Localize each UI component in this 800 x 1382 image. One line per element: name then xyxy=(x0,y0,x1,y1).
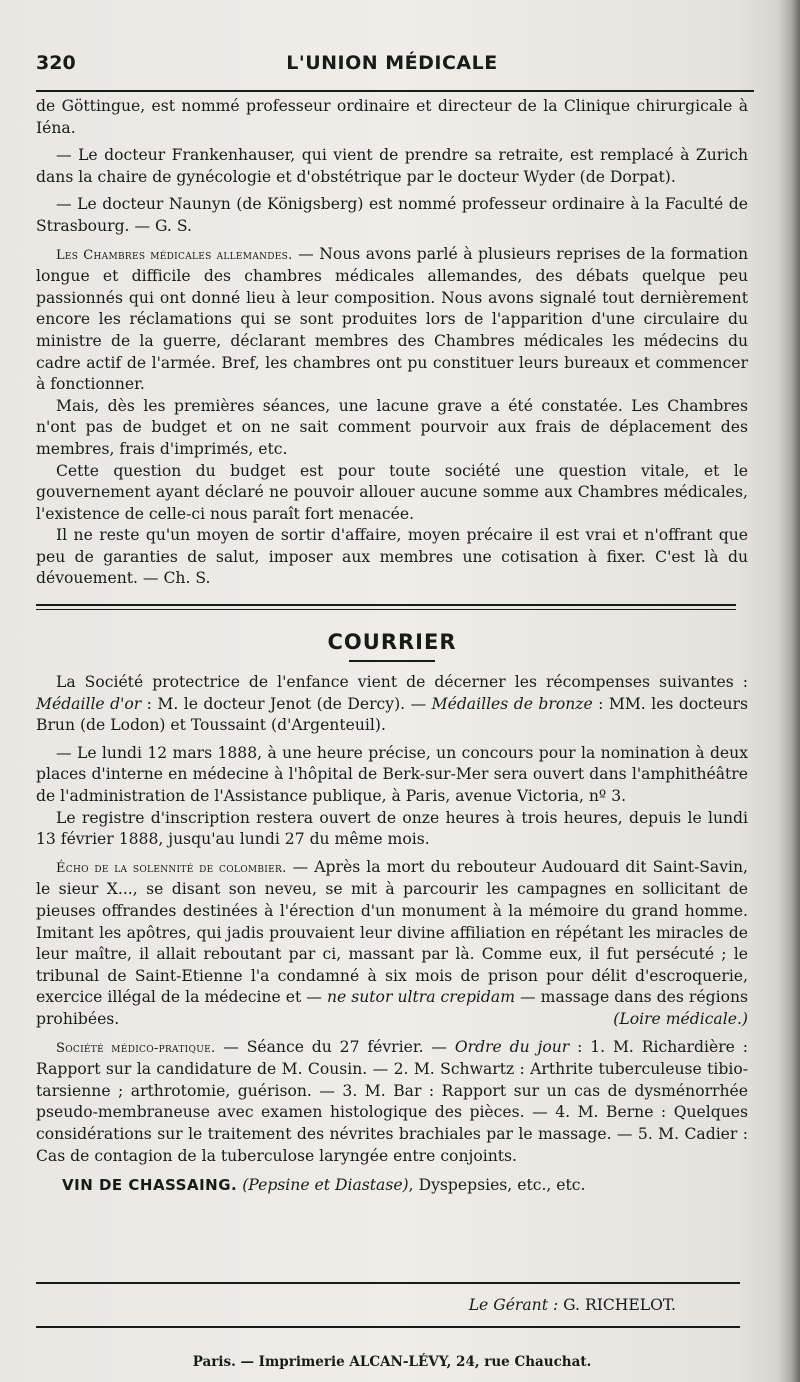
echo-text: — Après la mort du rebouteur Audouard dit Saint-Savin, le sieur X..., se disant son neveu, se mit à parcourir les campagnes en sollicitant de pieuses offrandes destinées à l'érection d'un monument à la mémoire du grand homme. Imitant les apôtres, qui jadis prouvaient leur divine affiliation en répétant les miracles de leur maître, il allait reboutant par ci, massant par là. Comme eux, il fut persécuté ; le tribunal de Saint-Etienne l'a condamné à six mois de prison pour délit d'escroquerie, exercice illégal de la médecine et — xyxy=(36,857,749,1007)
main-text xyxy=(36,96,748,1197)
echo-source-text: (Loire médicale.) xyxy=(613,1009,748,1028)
chambres-paragraph-1 xyxy=(36,244,748,396)
courrier-title-underline xyxy=(349,660,435,662)
echo-latin-quote: ne sutor ultra crepidam xyxy=(326,988,515,1007)
section-double-rule-top xyxy=(36,604,736,606)
advert-name: VIN DE CHASSAING. xyxy=(62,1176,238,1195)
echo-source xyxy=(593,1009,748,1031)
societe-heading: Société médico-pratique. xyxy=(56,1040,216,1056)
page-number: 320 xyxy=(36,52,76,74)
gerant-name: G. RICHELOT. xyxy=(558,1296,676,1314)
chambres-paragraph-2: Mais, dès les premières séances, une lacune grave a été constatée. Les Chambres n'ont pas de budget et on ne sait comment pourvoir aux frais de déplacement des membres, frais d'imprimés, etc. xyxy=(36,396,748,458)
advert-line xyxy=(36,1175,748,1197)
chambres-paragraph-4: Il ne reste qu'un moyen de sortir d'affaire, moyen précaire il est vrai et n'offrant que peu de garanties de salut, imposer aux membres une cotisation à fixer. C'est là du dévouement. — Ch. S. xyxy=(36,526,748,588)
courrier-paragraph-2: — Le lundi 12 mars 1888, à une heure précise, un concours pour la nomination à deux places d'interne en médecine à l'hôpital de Berk-sur-Mer sera ouvert dans l'amphithéâtre de l'administration de l'Assistance publique, à Paris, avenue Victoria, nº 3. xyxy=(36,743,748,806)
advert-detail: (Pepsine et Diastase) xyxy=(242,1176,409,1195)
imprimerie-line: Paris. — Imprimerie ALCAN-LÉVY, 24, rue Chauchat. xyxy=(192,1354,592,1370)
advert-rest: , Dyspepsies, etc., etc. xyxy=(408,1176,586,1195)
section-double-rule-bottom xyxy=(36,609,736,610)
societe-paragraph xyxy=(36,1037,748,1168)
courrier-p1-text-a: La Société protectrice de l'enfance vient de décerner les récompenses suivantes : xyxy=(56,673,748,692)
medailles-bronze-label: Médailles de bronze xyxy=(431,694,593,713)
page-binding-shadow xyxy=(778,0,800,1382)
courrier-p1-text-c: : MM. les docteurs Brun (de Lodon) et Toussaint (d'Argenteuil). xyxy=(36,694,748,735)
page-header xyxy=(36,52,748,82)
chambres-paragraph-1-text: — Nous avons parlé à plusieurs reprises de la formation longue et difficile des chambres médicales allemandes, des débats quelque peu passionnés qui ont donné lieu à leur composition. Nous avons signalé tout dernièrement encore les réclamations qui se sont produites lors de l'apparition d'une circulaire du ministre de la guerre, déclarant membres des Chambres médicales les médecins du cadre actif de l'armée. Bref, les chambres ont pu constituer leurs bureaux et commencer à fonctionner. xyxy=(36,244,748,394)
nouvelles-paragraph-2: — Le docteur Frankenhauser, qui vient de prendre sa retraite, est remplacé à Zurich dans la chaire de gynécologie et d'obstétrique par le docteur Wyder (de Dorpat). xyxy=(36,146,748,186)
nouvelles-paragraph-1: de Göttingue, est nommé professeur ordinaire et directeur de la Clinique chirurgicale à Iéna. xyxy=(36,97,748,137)
echo-heading: Écho de la solennité de colombier. xyxy=(56,860,287,876)
echo-text-end: — massage dans des régions prohibées. xyxy=(36,988,748,1028)
header-rule xyxy=(36,90,754,92)
societe-text-a: — Séance du 27 février. — xyxy=(215,1037,455,1056)
nouvelles-paragraph-3: — Le docteur Naunyn (de Königsberg) est nommé professeur ordinaire à la Faculté de Strasbourg. — G. S. xyxy=(36,195,748,235)
courrier-paragraph-1 xyxy=(36,672,748,737)
medaille-or-label: Médaille d'or xyxy=(36,694,142,713)
courrier-title: COURRIER xyxy=(327,630,457,655)
echo-paragraph xyxy=(36,857,748,1031)
chambres-paragraph-3: Cette question du budget est pour toute société une question vitale, et le gouvernement ayant déclaré ne pouvoir allouer aucune somme aux Chambres médicales, l'existence de celle-ci nous paraît fort menacée. xyxy=(36,461,748,523)
gerant-label: Le Gérant : xyxy=(468,1296,559,1314)
courrier-paragraph-3: Le registre d'inscription restera ouvert de onze heures à trois heures, depuis le lundi 13 février 1888, jusqu'au lundi 27 du même mois. xyxy=(36,808,748,849)
courrier-p1-text-b: : M. le docteur Jenot (de Dercy). — xyxy=(141,694,432,713)
footer-rule-bottom xyxy=(36,1326,740,1328)
ordre-du-jour-label: Ordre du jour xyxy=(454,1037,570,1056)
chambres-heading: Les Chambres médicales allemandes. xyxy=(56,247,293,263)
societe-text-b: : 1. M. Richardière : Rapport sur la candidature de M. Cousin. — 2. M. Schwartz : Arthrite tuberculeuse tibio-tarsienne ; arthrotomie, guérison. — 3. M. Bar : Rapport sur un cas de dysménorrhée pseudo-membraneuse avec examen histologique des pièces. — 4. M. Berne : Quelques considérations sur le traitement des névrites brachiales par le massage. — 5. M. Cadier : Cas de contagion de la tuberculose laryngée entre conjoints. xyxy=(36,1037,749,1165)
footer-rule-top xyxy=(36,1282,740,1284)
gerant-line xyxy=(36,1296,676,1314)
journal-title: L'UNION MÉDICALE xyxy=(286,52,498,74)
